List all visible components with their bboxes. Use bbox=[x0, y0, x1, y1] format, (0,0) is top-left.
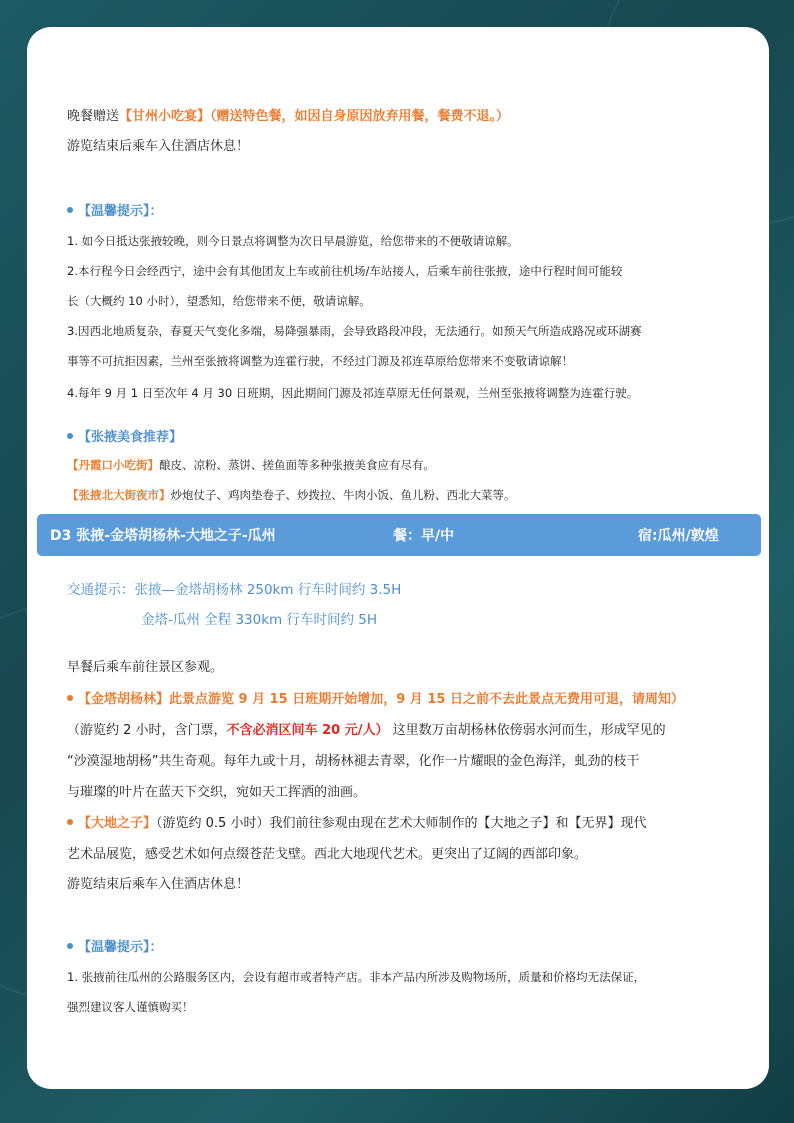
spot-title bbox=[67, 815, 646, 833]
tip-item: 1. 张掖前往瓜州的公路服务区内，会设有超市或者特产店。非本产品内所涉及购物场所，质量和价格均无法保证， bbox=[67, 970, 646, 984]
food-name: 【丹霞口小吃街】 bbox=[67, 458, 159, 472]
spot-desc-line: 艺术品展览，感受艺术如何点缀苍茫戈壁。西北大地现代艺术。更突出了辽阔的西部印象。 bbox=[67, 847, 588, 862]
tip-item: 长（大概约 10 小时），望悉知，给您带来不便，敬请谅解。 bbox=[67, 294, 371, 308]
food-heading bbox=[67, 426, 182, 445]
spot-name: 【金塔胡杨林】此景点游览 9 月 15 日班期开始增加，9 月 15 日之前不去此景点无费用可退，请周知） bbox=[78, 692, 684, 707]
bullet-icon bbox=[67, 695, 73, 701]
tip-item: 事等不可抗拒因素，兰州至张掖将调整为连霍行驶，不经过门源及祁连草原给您带来不变敬请谅解！ bbox=[67, 354, 573, 368]
tip-item: 2.本行程今日会经西宁，途中会有其他团友上车或前往机场/车站接人，后乘车前往张掖，途中行程时间可能较 bbox=[67, 264, 623, 278]
day-title: D3 张掖-金塔胡杨林-大地之子-瓜州 bbox=[50, 528, 276, 544]
itinerary-page bbox=[27, 27, 769, 1089]
traffic-tip-line: 交通提示：张掖—金塔胡杨林 250km 行车时间约 3.5H bbox=[67, 582, 402, 598]
food-title: 【张掖美食推荐】 bbox=[78, 430, 183, 445]
tip-item: 强烈建议客人谨慎购买！ bbox=[67, 1000, 194, 1014]
bullet-icon bbox=[67, 207, 73, 213]
day3-end-line: 游览结束后乘车入住酒店休息！ bbox=[67, 877, 250, 892]
bullet-icon bbox=[67, 943, 73, 949]
spot-name: 【大地之子】 bbox=[78, 816, 157, 831]
spot-desc: （游览约 2 小时，含门票， bbox=[67, 723, 227, 738]
food-desc: 炒炮仗子、鸡肉垫卷子、炒拨拉、牛肉小饭、鱼儿粉、西北大菜等。 bbox=[170, 488, 516, 502]
dinner-highlight: 【甘州小吃宴】（赠送特色餐，如因自身原因放弃用餐，餐费不退。） bbox=[119, 109, 510, 124]
spot-desc-line: “沙漠湿地胡杨”共生奇观。每年九或十月，胡杨林褪去青翠，化作一片耀眼的金色海洋，虬劲的枝干 bbox=[67, 754, 640, 769]
spot-desc-line bbox=[67, 722, 666, 740]
day-stay: 宿:瓜州/敦煌 bbox=[638, 528, 719, 544]
spot-desc: 这里数万亩胡杨林依傍弱水河而生，形成罕见的 bbox=[388, 723, 666, 738]
tips-title: 【温馨提示】： bbox=[78, 940, 163, 955]
day3-tips-heading bbox=[67, 936, 163, 955]
food-item bbox=[67, 456, 435, 474]
day2-end-line: 游览结束后乘车入住酒店休息！ bbox=[67, 139, 250, 154]
food-desc: 酿皮、凉粉、蒸饼、搓鱼面等多种张掖美食应有尽有。 bbox=[159, 458, 435, 472]
tips-title: 【温馨提示】： bbox=[78, 204, 163, 219]
fee-warning: 不含必消区间车 20 元/人） bbox=[226, 723, 389, 738]
spot-desc: （游览约 0.5 小时）我们前往参观由现在艺术大师制作的【大地之子】和【无界】现代 bbox=[156, 816, 647, 831]
bullet-icon bbox=[67, 433, 73, 439]
dinner-line bbox=[67, 108, 509, 126]
day-header-band bbox=[37, 514, 761, 556]
spot-desc-line: 与璀璨的叶片在蓝天下交织，宛如天工挥洒的油画。 bbox=[67, 785, 367, 800]
food-item bbox=[67, 486, 516, 504]
traffic-tip-line: 金塔-瓜州 全程 330km 行车时间约 5H bbox=[141, 612, 378, 628]
food-name: 【张掖北大街夜市】 bbox=[67, 488, 171, 502]
tip-item: 3.因西北地质复杂，春夏天气变化多端，易降强暴雨，会导致路段冲段，无法通行。如预天气所造成路况或环湖赛 bbox=[67, 324, 642, 338]
spot-title bbox=[67, 691, 684, 709]
dinner-prefix: 晚餐赠送 bbox=[67, 109, 120, 124]
day-meals: 餐：早/中 bbox=[393, 528, 455, 544]
bullet-icon bbox=[67, 819, 73, 825]
tip-item: 1. 如今日抵达张掖较晚，则今日景点将调整为次日早晨游览，给您带来的不便敬请谅解。 bbox=[67, 234, 519, 248]
breakfast-line: 早餐后乘车前往景区参观。 bbox=[67, 660, 224, 675]
tip-item: 4.每年 9 月 1 日至次年 4 月 30 日班期，因此期间门源及祁连草原无任何景观，兰州至张掖将调整为连霍行驶。 bbox=[67, 386, 639, 400]
day2-tips-heading bbox=[67, 200, 163, 219]
